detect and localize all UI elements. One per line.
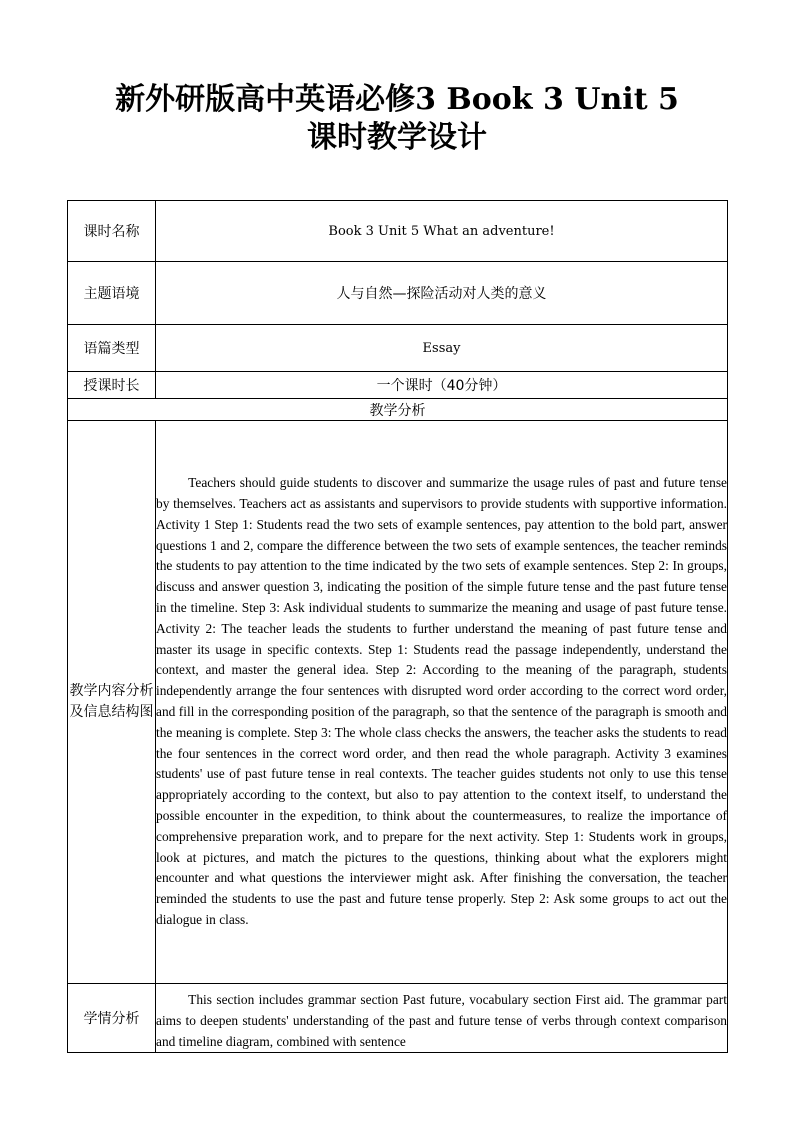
document-title-line1: 新外研版高中英语必修3 Book 3 Unit 5 [115,82,679,117]
duration-label: 授课时长 [68,372,156,399]
learner-analysis-text: This section includes grammar section Past future, vocabulary section First aid. The grammar part aims to deepen students' understanding of the past and future tense of verbs through context comparison and timeline diagram, combined with sentence [156,992,727,1049]
content-analysis-text-cell [156,421,728,984]
table-row-text-type [68,325,728,372]
table-row-content-analysis [68,421,728,984]
table-row-duration [68,372,728,399]
text-type-label: 语篇类型 [68,325,156,372]
learner-analysis-text-cell [156,984,728,1053]
table-row-section-heading [68,399,728,421]
lesson-plan-table [67,200,728,1053]
lesson-name-value: Book 3 Unit 5 What an adventure! [156,201,728,262]
table-row-learner-analysis [68,984,728,1053]
learner-analysis-label: 学情分析 [68,984,156,1053]
theme-context-label: 主题语境 [68,262,156,325]
table-row-theme-context [68,262,728,325]
text-type-value: Essay [156,325,728,372]
table-row-lesson-name [68,201,728,262]
document-title-line2: 课时教学设计 [307,120,487,155]
content-analysis-text: Teachers should guide students to discover and summarize the usage rules of past and future tense by themselves. Teachers act as assistants and supervisors to provide students with supportive information. Activity 1 Step 1: Students read the two sets of example sentences, pay attention to the bold part, answer questions 1 and 2, compare the difference between the two sets of example sentences, the teacher reminds the students to pay attention to the time indicated by the two sets of example sentences. Step 2: In groups, discuss and answer question 3, indicating the position of the simple future tense and the past future tense in the timeline. Step 3: Ask individual students to summarize the meaning and usage of past future tense. Activity 2: The teacher leads the students to further understand the meaning of past future tense and master its usage in specific contexts. Step 1: Students read the passage independently, understand the context, and master the general idea. Step 2: According to the meaning of the paragraph, students independently arrange the four sentences with disrupted word order according to the correct word order, and fill in the corresponding position of the paragraph, so that the sentence of the paragraph is smooth and the meaning is complete. Step 3: The whole class checks the answers, the teacher asks the students to read the four sentences in the correct word order, and then read the whole paragraph. Activity 3 examines students' use of past future tense in real contexts. The teacher guides students not only to use this tense appropriately according to the context, but also to pay attention to the context itself, to understand the possible encounter in the expedition, to think about the countermeasures, to realize the importance of comprehensive preparation work, and to prepare for the next activity. Step 1: Students work in groups, look at pictures, and match the pictures to the questions, thinking about what the explorers might encounter and what questions the interviewer might ask. After finishing the conversation, the teacher reminded the students to use the past and future tense properly. Step 2: Ask some groups to act out the dialogue in class. [156,475,727,927]
content-analysis-label: 教学内容分析及信息结构图 [68,421,156,984]
duration-value: 一个课时（40分钟） [156,372,728,399]
lesson-name-label: 课时名称 [68,201,156,262]
theme-context-value: 人与自然—探险活动对人类的意义 [156,262,728,325]
teaching-analysis-heading: 教学分析 [68,399,728,421]
